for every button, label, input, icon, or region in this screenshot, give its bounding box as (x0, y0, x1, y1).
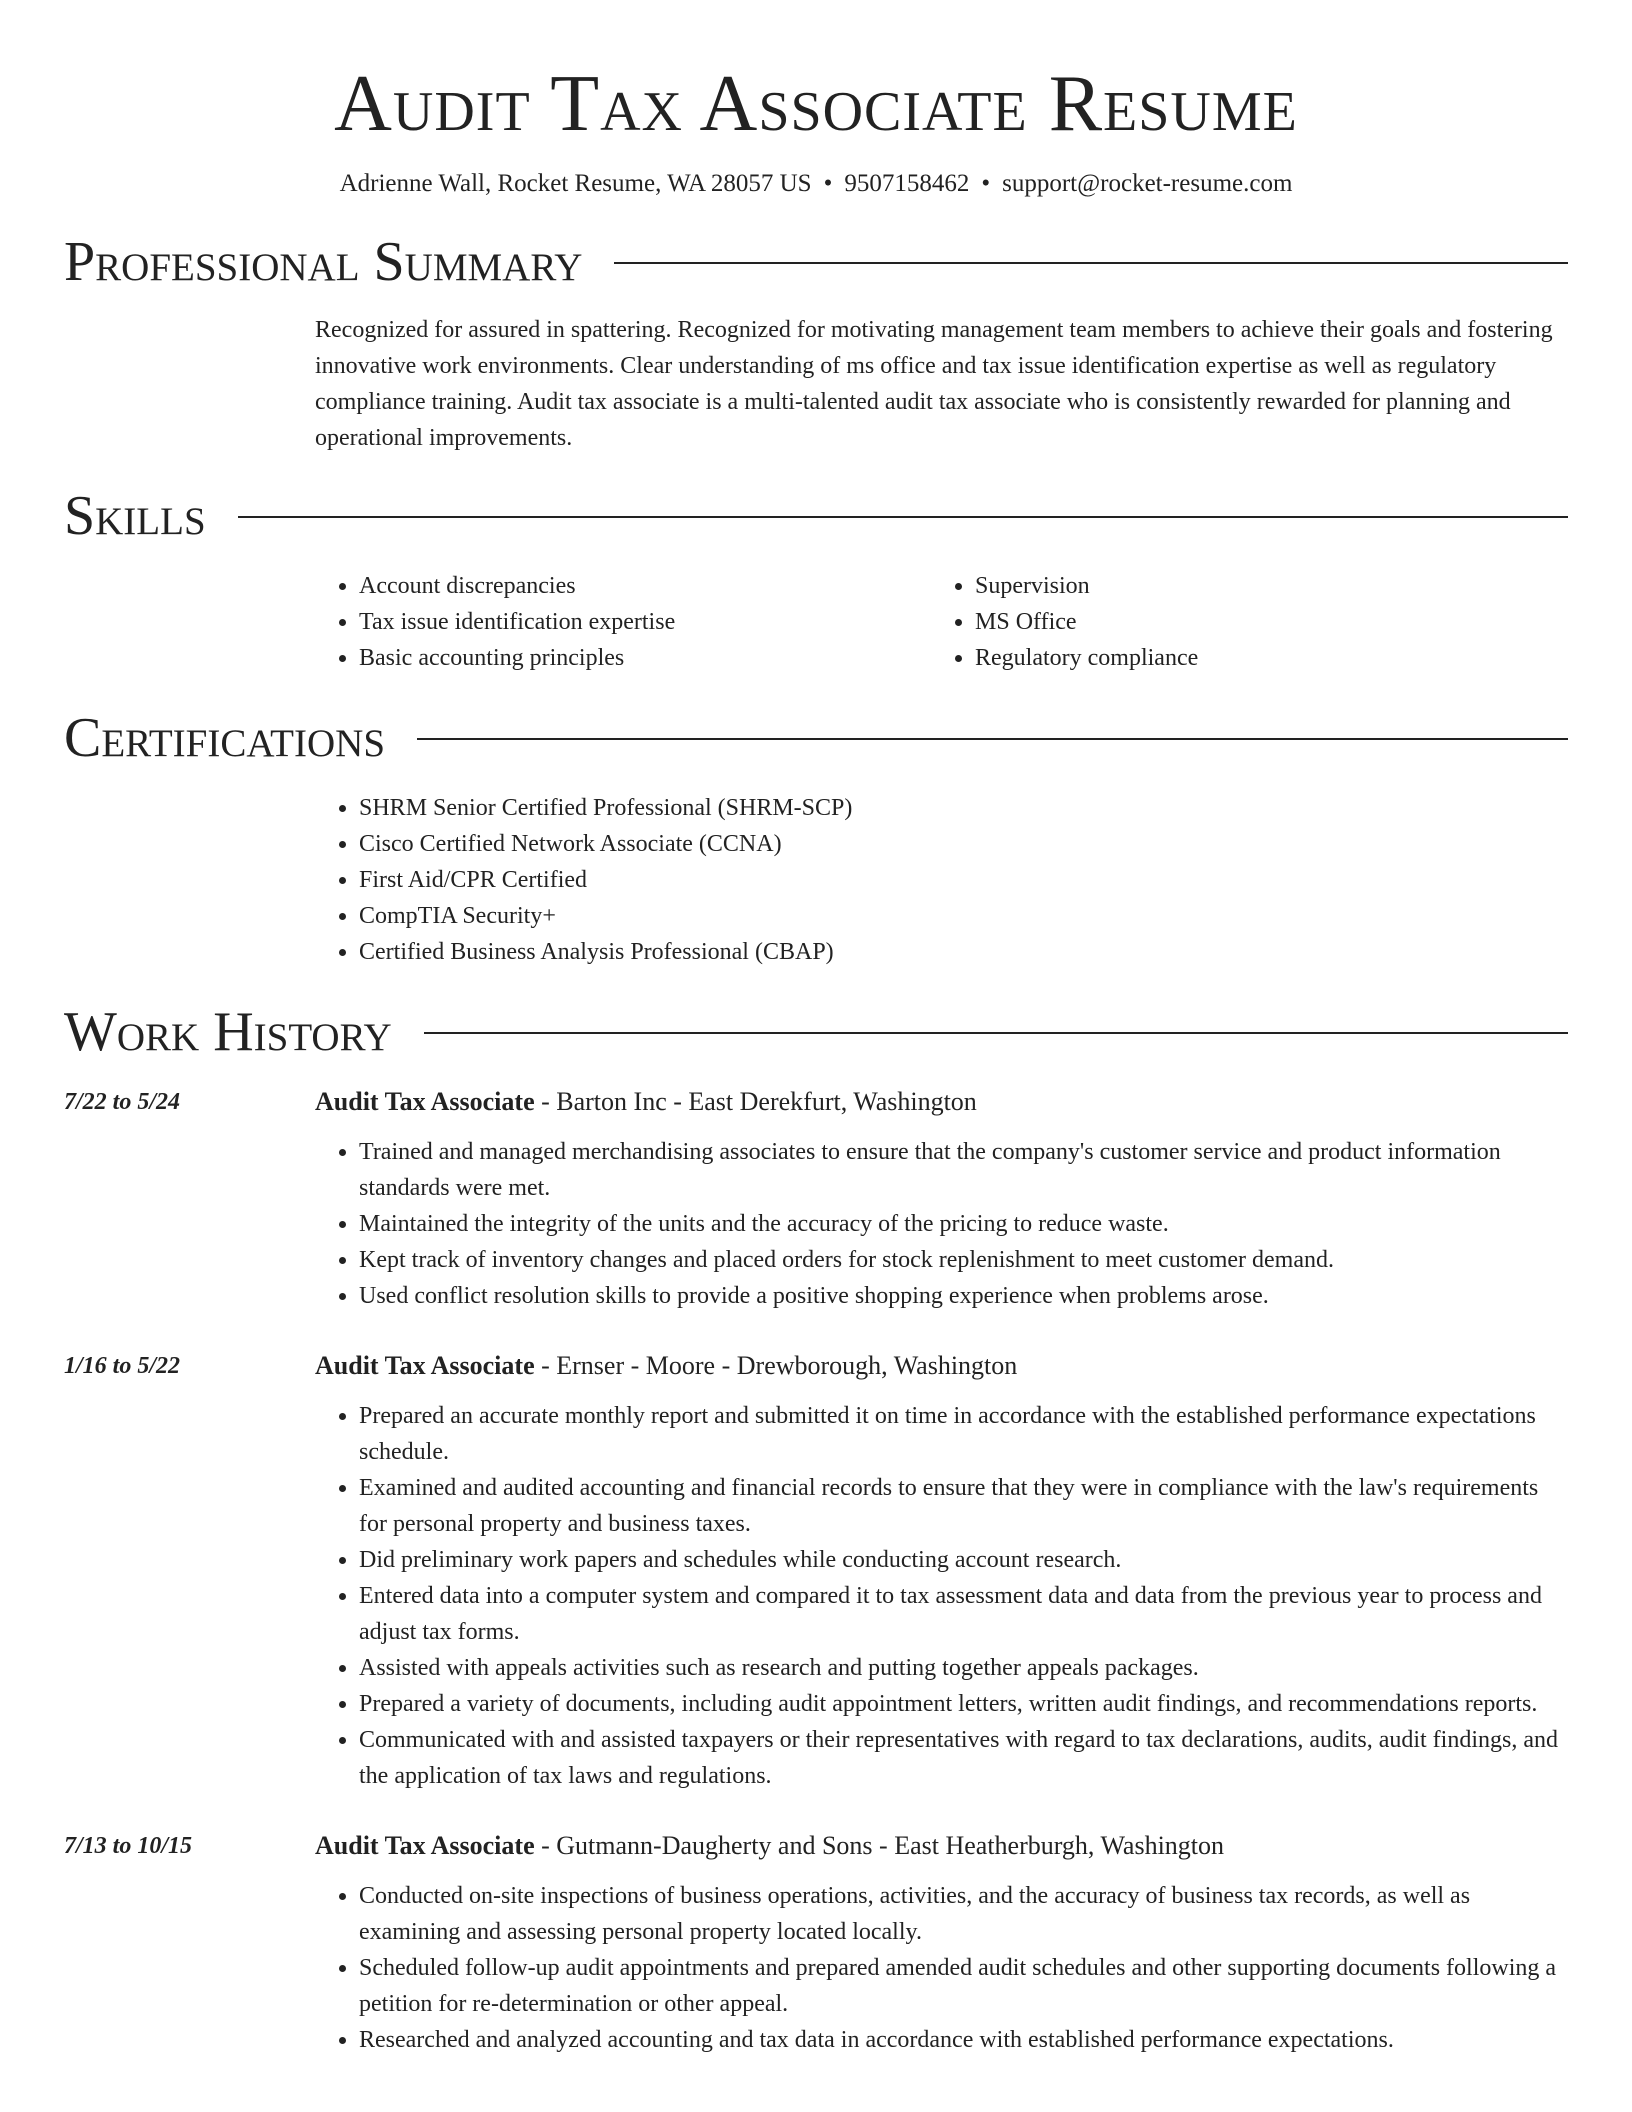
summary-section (64, 230, 1568, 456)
job-header (315, 1084, 1568, 1120)
certifications-section (64, 706, 1568, 970)
certification-item: • Cisco Certified Network Associate (CCNA) (359, 826, 1568, 862)
job-duty: • Kept track of inventory changes and placed orders for stock replenishment to meet customer demand. (359, 1242, 1568, 1278)
job-entry (64, 1828, 1568, 2058)
job-employer: - Gutmann-Daugherty and Sons - East Heatherburgh, Washington (534, 1831, 1225, 1860)
job-duty: • Prepared an accurate monthly report and submitted it on time in accordance with the established performance expectations schedule. (359, 1398, 1568, 1470)
job-dates: 1/16 to 5/22 (64, 1353, 181, 1379)
certifications-list (315, 790, 1568, 970)
skill-item: • Regulatory compliance (975, 640, 1547, 676)
skills-header (64, 484, 1568, 548)
work-history-section (64, 1000, 1568, 2058)
job-details (315, 1828, 1568, 2058)
skill-item: • Tax issue identification expertise (359, 604, 931, 640)
job-details (315, 1348, 1568, 1794)
job-header (315, 1828, 1568, 1864)
summary-heading: Professional Summary (64, 231, 583, 293)
job-header (315, 1348, 1568, 1384)
contact-address: Adrienne Wall, Rocket Resume, WA 28057 US (339, 170, 812, 197)
skills-column-left (315, 568, 931, 676)
job-details (315, 1084, 1568, 1314)
summary-body (315, 312, 1568, 456)
contact-separator: • (981, 170, 991, 197)
contact-separator: • (823, 170, 833, 197)
job-duty: • Examined and audited accounting and financial records to ensure that they were in compliance with the law's requirements for personal property and business taxes. (359, 1470, 1568, 1542)
contact-line (64, 168, 1568, 200)
job-employer: - Ernser - Moore - Drewborough, Washington (534, 1351, 1018, 1380)
section-divider (238, 516, 1568, 518)
job-dates: 7/13 to 10/15 (64, 1833, 193, 1859)
job-duties-list (315, 1878, 1568, 2058)
job-duties-list (315, 1398, 1568, 1794)
job-title: Audit Tax Associate (315, 1351, 535, 1380)
certifications-heading: Certifications (64, 707, 386, 769)
job-entry (64, 1348, 1568, 1794)
certifications-header (64, 706, 1568, 770)
job-duty: • Entered data into a computer system and compared it to tax assessment data and data from the previous year to process and adjust tax forms. (359, 1578, 1568, 1650)
job-duty: • Prepared a variety of documents, including audit appointment letters, written audit findings, and recommendations reports. (359, 1686, 1568, 1722)
skills-column-right (931, 568, 1547, 676)
job-duty: • Maintained the integrity of the units and the accuracy of the pricing to reduce waste. (359, 1206, 1568, 1242)
skills-list-right (931, 568, 1547, 676)
section-divider (614, 262, 1568, 264)
job-duty: • Used conflict resolution skills to provide a positive shopping experience when problems arose. (359, 1278, 1568, 1314)
document-title: Audit Tax Associate Resume (334, 60, 1298, 148)
skill-item: • Basic accounting principles (359, 640, 931, 676)
job-duty: • Conducted on-site inspections of business operations, activities, and the accuracy of business tax records, as well as examining and assessing personal property located locally. (359, 1878, 1568, 1950)
job-dates: 7/22 to 5/24 (64, 1089, 181, 1115)
job-title: Audit Tax Associate (315, 1831, 535, 1860)
job-entry (64, 1084, 1568, 1314)
skills-list-left (315, 568, 931, 676)
skill-item: • Account discrepancies (359, 568, 931, 604)
job-duty: • Assisted with appeals activities such as research and putting together appeals packages. (359, 1650, 1568, 1686)
certifications-body (315, 790, 1568, 970)
job-duties-list (315, 1134, 1568, 1314)
certification-item: • First Aid/CPR Certified (359, 862, 1568, 898)
job-title: Audit Tax Associate (315, 1087, 535, 1116)
contact-phone: 9507158462 (844, 170, 970, 197)
job-duty: • Did preliminary work papers and schedules while conducting account research. (359, 1542, 1568, 1578)
skills-body (315, 568, 1568, 676)
skills-heading: Skills (64, 485, 206, 547)
job-duty: • Trained and managed merchandising associates to ensure that the company's customer service and product information standards were met. (359, 1134, 1568, 1206)
certification-item: • Certified Business Analysis Professional (CBAP) (359, 934, 1568, 970)
work-history-header (64, 1000, 1568, 1064)
job-duty: • Researched and analyzed accounting and tax data in accordance with established performance expectations. (359, 2022, 1568, 2058)
skill-item: • MS Office (975, 604, 1547, 640)
skill-item: • Supervision (975, 568, 1547, 604)
job-duty: • Communicated with and assisted taxpayers or their representatives with regard to tax declarations, audits, audit findings, and the application of tax laws and regulations. (359, 1722, 1568, 1794)
job-employer: - Barton Inc - East Derekfurt, Washington (534, 1087, 977, 1116)
summary-text: Recognized for assured in spattering. Recognized for motivating management team members to achieve their goals and fostering innovative work environments. Clear understanding of ms office and tax issue identification expertise as well as regulatory compliance training. Audit tax associate is a multi-talented audit tax associate who is consistently rewarded for planning and operational improvements. (315, 317, 1553, 451)
skills-section (64, 484, 1568, 676)
section-divider (424, 1032, 1568, 1034)
section-divider (417, 738, 1568, 740)
certification-item: • SHRM Senior Certified Professional (SHRM-SCP) (359, 790, 1568, 826)
contact-email: support@rocket-resume.com (1002, 170, 1293, 197)
skills-grid (315, 568, 1568, 676)
resume-page (64, 0, 1568, 2058)
certification-item: • CompTIA Security+ (359, 898, 1568, 934)
job-duty: • Scheduled follow-up audit appointments and prepared amended audit schedules and other supporting documents following a petition for re-determination or other appeal. (359, 1950, 1568, 2022)
work-history-heading: Work History (64, 1001, 392, 1063)
summary-header (64, 230, 1568, 294)
